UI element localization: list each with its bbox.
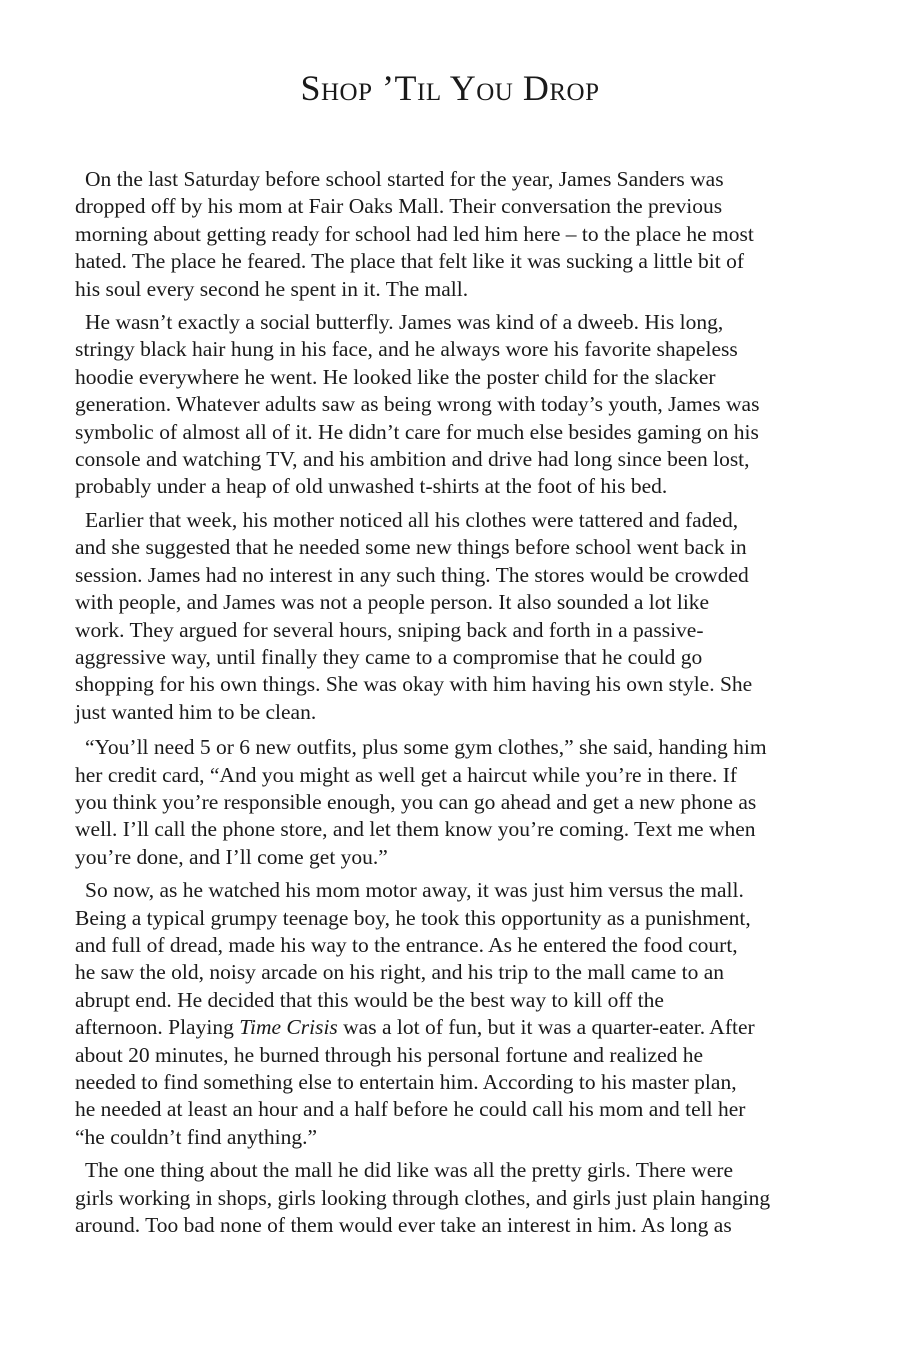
text-line: you think you’re responsible enough, you can go ahead and get a new phone as (75, 789, 757, 814)
paragraph-4 (75, 734, 827, 871)
text-line: generation. Whatever adults saw as being wrong with today’s youth, James was (75, 392, 760, 417)
text-line: abrupt end. He decided that this would be the best way to kill off the (75, 987, 664, 1012)
text-line: morning about getting ready for school had led him here – to the place he most (75, 221, 754, 246)
text-line: shopping for his own things. She was okay with him having his own style. She (75, 672, 753, 697)
text-line: So now, as he watched his mom motor away, it was just him versus the mall. (85, 878, 744, 903)
text-line: her credit card, “And you might as well get a haircut while you’re in there. If (75, 762, 738, 787)
paragraph-1 (75, 166, 827, 303)
text-line: dropped off by his mom at Fair Oaks Mall. Their conversation the previous (75, 194, 723, 219)
text-line-with-italic (75, 1014, 827, 1041)
text-line: he saw the old, noisy arcade on his right, and his trip to the mall came to an (75, 960, 725, 985)
text-line: work. They argued for several hours, sniping back and forth in a passive- (75, 617, 704, 642)
text-line: about 20 minutes, he burned through his personal fortune and realized he (75, 1042, 704, 1067)
paragraph-2 (75, 309, 827, 501)
chapter-title: Shop ’Til You Drop (300, 68, 600, 108)
text-line: girls working in shops, girls looking through clothes, and girls just plain hanging (75, 1185, 771, 1210)
text-line: with people, and James was not a people person. It also sounded a lot like (75, 590, 710, 615)
text-line: needed to find something else to entertain him. According to his master plan, (75, 1070, 737, 1094)
text-line: and she suggested that he needed some new things before school went back in (75, 535, 747, 560)
text-line: “he couldn’t find anything.” (75, 1124, 318, 1149)
text-line: “You’ll need 5 or 6 new outfits, plus some gym clothes,” she said, handing him (85, 735, 767, 760)
text-line: and full of dread, made his way to the entrance. As he entered the food court, (75, 932, 738, 957)
text-line: stringy black hair hung in his face, and he always wore his favorite shapeless (75, 337, 738, 362)
paragraph-3 (75, 507, 827, 726)
text-line: aggressive way, until finally they came to a compromise that he could go (75, 644, 703, 669)
paragraph-6 (75, 1157, 827, 1239)
text-line: well. I’ll call the phone store, and let them know you’re coming. Text me when (75, 817, 756, 842)
text-line: probably under a heap of old unwashed t-shirts at the foot of his bed. (75, 474, 668, 499)
text-line: session. James had no interest in any such thing. The stores would be crowded (75, 562, 749, 587)
chapter-body (75, 166, 827, 1245)
text-line: hoodie everywhere he went. He looked like the poster child for the slacker (75, 364, 716, 389)
text-run: afternoon. Playing (75, 1015, 240, 1040)
text-line: symbolic of almost all of it. He didn’t care for much else besides gaming on his (75, 419, 759, 444)
text-run: was a lot of fun, but it was a quarter-eater. After (337, 1015, 755, 1040)
text-line: hated. The place he feared. The place that felt like it was sucking a little bit of (75, 249, 745, 274)
text-line: his soul every second he spent in it. The mall. (75, 276, 469, 301)
game-title-italic: Time Crisis (239, 1015, 338, 1040)
text-line: just wanted him to be clean. (75, 699, 317, 724)
text-line: He wasn’t exactly a social butterfly. James was kind of a dweeb. His long, (85, 310, 724, 335)
text-line: he needed at least an hour and a half before he could call his mom and tell her (75, 1097, 746, 1122)
text-line: Being a typical grumpy teenage boy, he took this opportunity as a punishment, (75, 905, 751, 930)
text-line: around. Too bad none of them would ever take an interest in him. As long as (75, 1213, 732, 1238)
paragraph-5 (75, 877, 827, 1151)
text-line: Earlier that week, his mother noticed all his clothes were tattered and faded, (85, 507, 739, 532)
text-line: console and watching TV, and his ambition and drive had long since been lost, (75, 447, 750, 472)
text-line: On the last Saturday before school started for the year, James Sanders was (85, 167, 724, 191)
text-line: The one thing about the mall he did like was all the pretty girls. There were (85, 1158, 733, 1183)
text-line: you’re done, and I’ll come get you.” (75, 844, 388, 869)
